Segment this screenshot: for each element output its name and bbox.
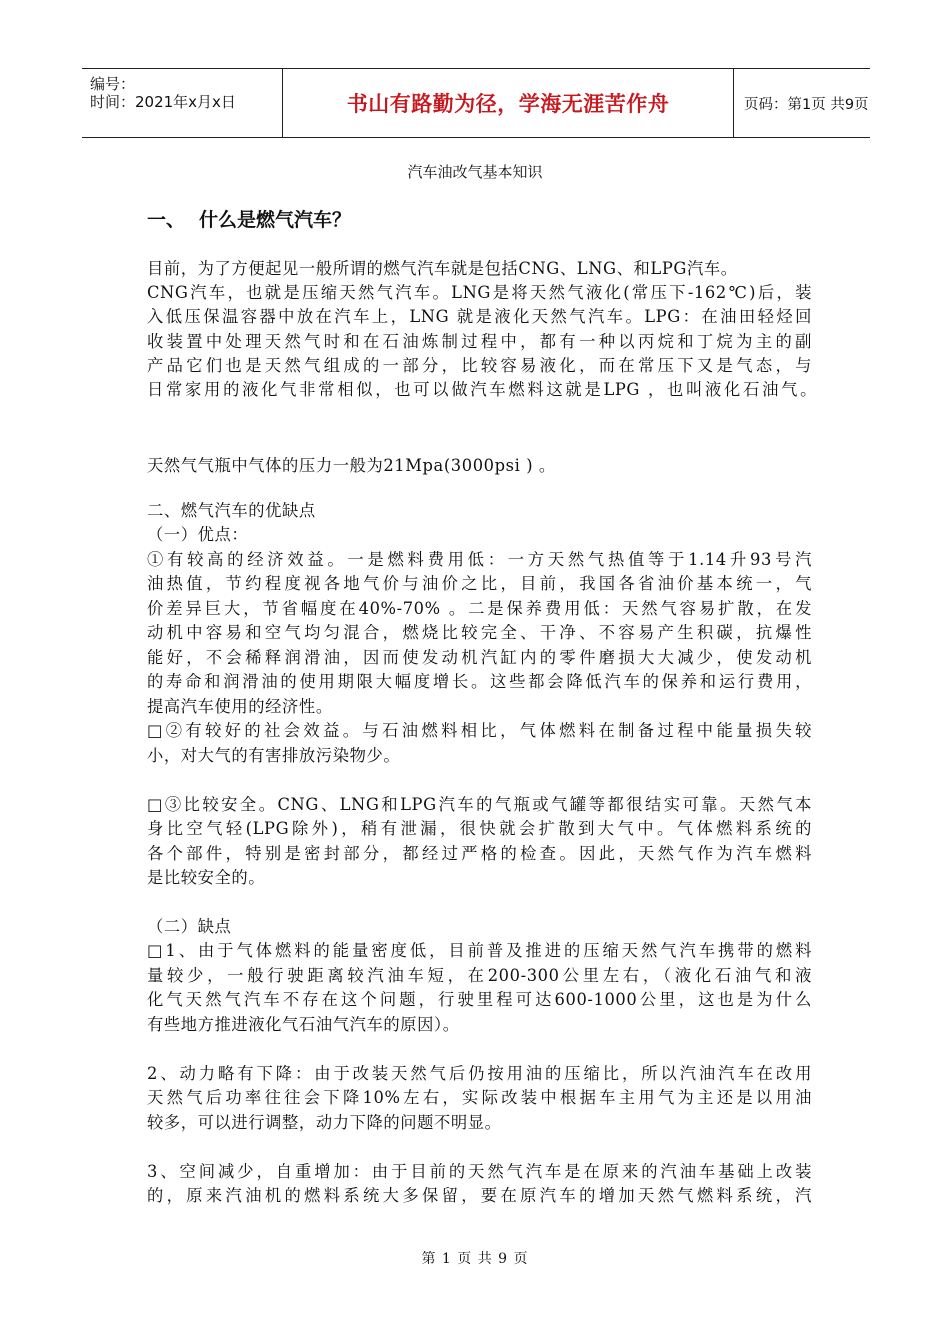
text-line: CNG汽车，也就是压缩天然气汽车。LNG是将天然气液化(常压下-162℃)后，装: [147, 283, 812, 302]
section-1-title: 什么是燃气汽车？: [199, 209, 352, 231]
page-info: 页码：第1页 共9页: [744, 96, 869, 113]
text-line: □③比较安全。CNG、LNG和LPG汽车的气瓶或气罐等都很结实可靠。天然气本: [147, 795, 812, 814]
number-label: 编号：: [90, 75, 136, 93]
date-line: 时间：2021年x月x日: [90, 93, 236, 111]
text-line: 2、动力略有下降：由于改装天然气后仍按用油的压缩比，所以汽油汽车在改用: [147, 1064, 812, 1083]
section-1-heading: [147, 205, 351, 232]
text-line: ①有较高的经济效益。一是燃料费用低：一方天然气热值等于1.14升93号汽: [147, 550, 812, 569]
document-title: 汽车油改气基本知识: [407, 163, 543, 181]
text-line: 天然气后功率往往会下降10%左右，实际改装中根据车主用气为主还是以用油: [147, 1088, 812, 1107]
text-line: □②有较好的社会效益。与石油燃料相比，气体燃料在制备过程中能量损失较: [147, 721, 812, 740]
text-line: 量较少，一般行驶距离较汽油车短，在200-300公里左右，（液化石油气和液: [147, 966, 812, 985]
text-line: 是比较安全的。: [147, 868, 266, 887]
document-header: [82, 68, 870, 138]
header-page-cell: [734, 69, 870, 137]
advantages-heading: （一）优点：: [147, 525, 249, 544]
text-line: 日常家用的液化气非常相似，也可以做汽车燃料这就是LPG ，也叫液化石油气。: [147, 380, 817, 399]
text-line: 油热值，节约程度视各地气价与油价之比，目前，我国各省油价基本统一，气: [147, 574, 812, 593]
text-line: □1、由于气体燃料的能量密度低，目前普及推进的压缩天然气汽车携带的燃料: [147, 941, 812, 960]
text-line: 身比空气轻(LPG除外)，稍有泄漏，很快就会扩散到大气中。气体燃料系统的: [147, 819, 812, 838]
header-meta: [82, 69, 282, 137]
text-line: 价差异巨大，节省幅度在40%-70% 。二是保养费用低：天然气容易扩散，在发: [147, 599, 812, 618]
text-line: 提高汽车使用的经济性。: [147, 697, 333, 716]
text-line: 入低压保温容器中放在汽车上，LNG 就是液化天然气汽车。LPG：在油田轻烃回: [147, 307, 812, 326]
text-line: 动机中容易和空气均匀混合，燃烧比较完全、干净、不容易产生积碳，抗爆性: [147, 623, 812, 642]
text-line: 小，对大气的有害排放污染物少。: [147, 746, 401, 765]
text-line: 目前，为了方便起见一般所谓的燃气汽车就是包括CNG、LNG、和LPG汽车。: [147, 259, 738, 278]
text-line: 产品它们也是天然气组成的一部分，比较容易液化，而在常压下又是气态，与: [147, 356, 812, 375]
text-line: 的寿命和润滑油的使用期限大幅度增长。这些都会降低汽车的保养和运行费用，: [147, 672, 812, 691]
text-line: 各个部件，特别是密封部分，都经过严格的检查。因此，天然气作为汽车燃料: [147, 844, 812, 863]
text-line: 收装置中处理天然气时和在石油炼制过程中，都有一种以丙烷和丁烷为主的副: [147, 332, 812, 351]
header-motto-cell: [282, 69, 734, 137]
page-footer: 第 1 页 共 9 页: [421, 1251, 529, 1267]
text-line: 的，原来汽油机的燃料系统大多保留，要在原汽车的增加天然气燃料系统，汽: [147, 1186, 812, 1205]
pressure-line: 天然气气瓶中气体的压力一般为21Mpa(3000psi ) 。: [147, 456, 556, 475]
text-line: 化气天然气汽车不存在这个问题，行驶里程可达600-1000公里，这也是为什么: [147, 990, 812, 1009]
text-line: 较多，可以进行调整，动力下降的问题不明显。: [147, 1113, 502, 1132]
disadvantages-heading: （二）缺点: [147, 917, 232, 936]
text-line: 能好，不会稀释润滑油，因而使发动机汽缸内的零件磨损大大减少，使发动机: [147, 648, 812, 667]
section-2-heading: 二、燃气汽车的优缺点: [147, 501, 316, 520]
text-line: 有些地方推进液化气石油气汽车的原因）。: [147, 1015, 460, 1034]
motto: 书山有路勤为径，学海无涯苦作舟: [346, 92, 670, 116]
text-line: 3、空间减少，自重增加：由于目前的天然气汽车是在原来的汽油车基础上改装: [147, 1162, 812, 1181]
section-1-number: 一、: [147, 209, 186, 231]
